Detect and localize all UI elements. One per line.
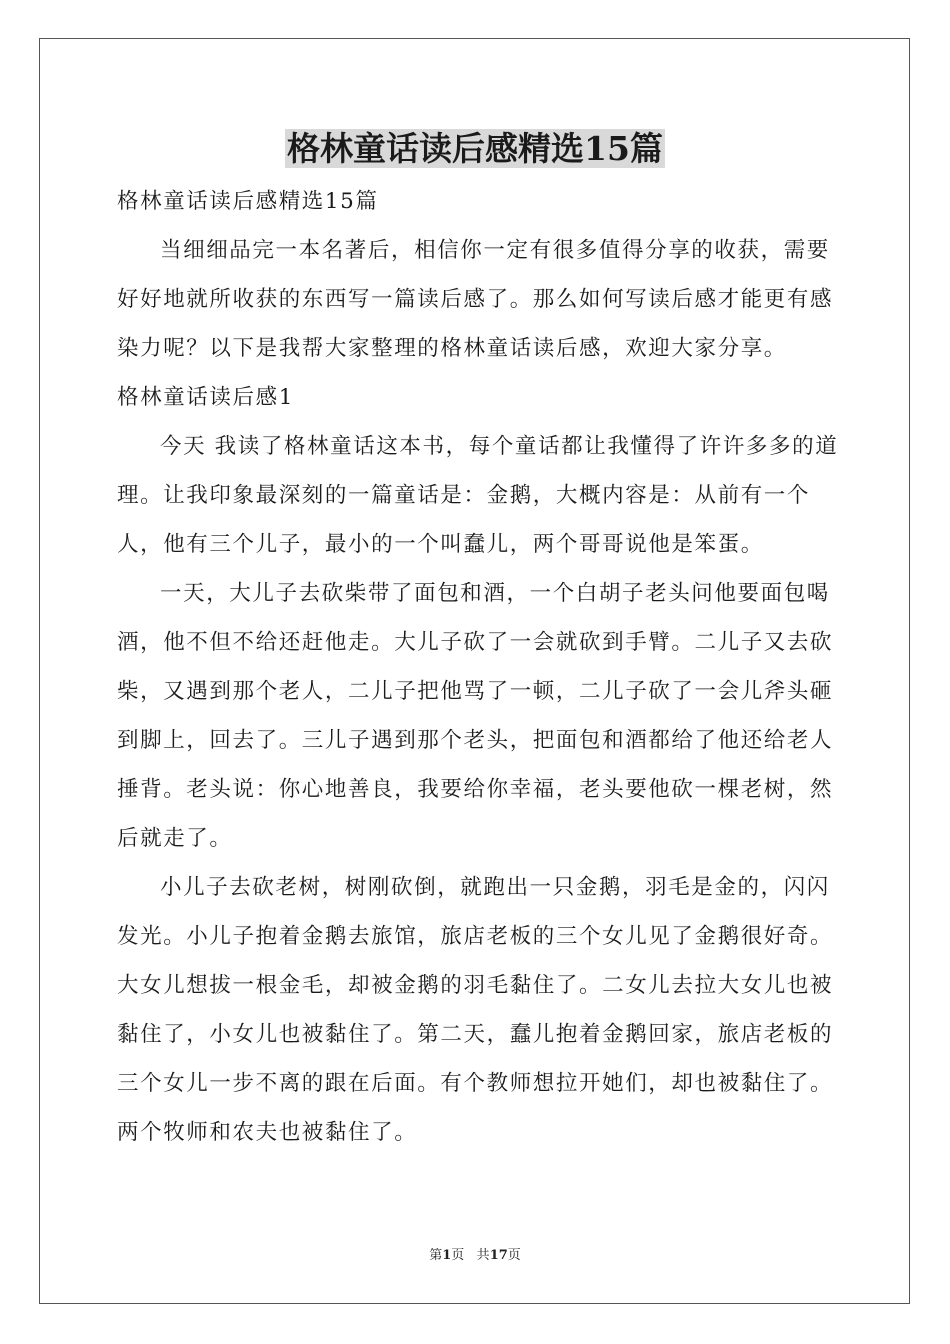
body-paragraph: 一天，大儿子去砍柴带了面包和酒，一个白胡子老头问他要面包喝酒，他不但不给还赶他走。大儿子砍了一会就砍到手臂。二儿子又去砍柴，又遇到那个老人，二儿子把他骂了一顿，二儿子砍了一会儿斧头砸到脚上，回去了。三儿子遇到那个老头，把面包和酒都给了他还给老人捶背。老头说：你心地善良，我要给你幸福，老头要他砍一棵老树，然后就走了。 [117, 581, 834, 851]
footer-total-prefix: 共 [476, 1248, 490, 1263]
body-paragraph: 今天 我读了格林童话这本书，每个童话都让我懂得了许许多多的道理。让我印象最深刻的一篇童话是：金鹅，大概内容是：从前有一个人，他有三个儿子，最小的一个叫蠢儿，两个哥哥说他是笨蛋。 [117, 434, 839, 557]
document-title [0, 126, 950, 172]
footer-page-suffix: 页 [451, 1248, 465, 1263]
page-footer [0, 1247, 950, 1265]
section-heading: 格林童话读后感1 [117, 385, 294, 410]
total-pages: 17 [489, 1248, 508, 1263]
page-number: 1 [442, 1248, 452, 1263]
footer-total-suffix: 页 [507, 1248, 521, 1263]
document-body [117, 177, 847, 1157]
footer-prefix: 第 [429, 1248, 443, 1263]
intro-paragraph: 当细细品完一本名著后，相信你一定有很多值得分享的收获，需要好好地就所收获的东西写一篇读后感了。那么如何写读后感才能更有感染力呢？以下是我帮大家整理的格林童话读后感，欢迎大家分享。 [117, 238, 834, 361]
body-paragraph: 小儿子去砍老树，树刚砍倒，就跑出一只金鹅，羽毛是金的，闪闪发光。小儿子抱着金鹅去旅馆，旅店老板的三个女儿见了金鹅很好奇。大女儿想拔一根金毛，却被金鹅的羽毛黏住了。二女儿去拉大女儿也被黏住了，小女儿也被黏住了。第二天，蠢儿抱着金鹅回家，旅店老板的三个女儿一步不离的跟在后面。有个教师想拉开她们，却也被黏住了。两个牧师和农夫也被黏住了。 [117, 875, 834, 1145]
document-title-text: 格林童话读后感精选15篇 [287, 129, 663, 168]
subtitle-paragraph: 格林童话读后感精选15篇 [117, 189, 379, 214]
